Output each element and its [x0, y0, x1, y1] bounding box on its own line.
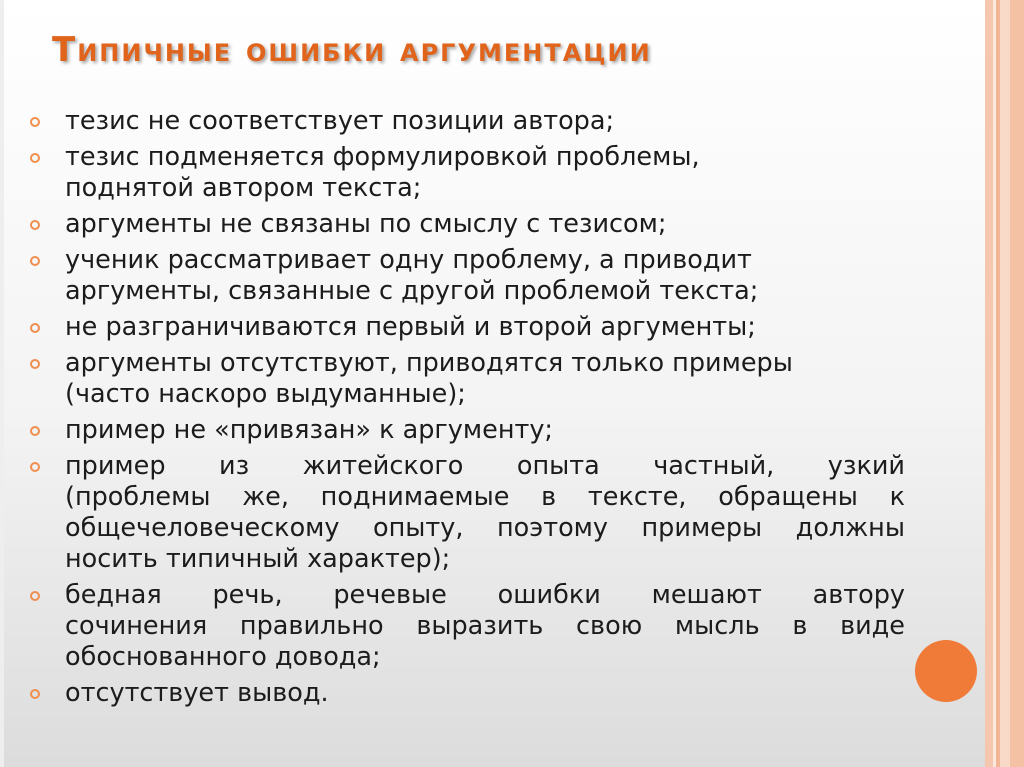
list-item-text: общечеловеческому опыту, поэтому примеры должны: [65, 513, 905, 543]
list-item-text: тезис не соответствует позиции автора;: [65, 106, 615, 136]
bullet-circle-icon: [30, 591, 40, 601]
slide-title: Типичные ошибки аргументации: [52, 30, 652, 70]
list-item: [30, 451, 905, 575]
list-item-text: (часто наскоро выдуманные);: [65, 379, 466, 409]
decorative-stripe: [1000, 0, 1010, 767]
bullet-circle-icon: [30, 426, 40, 436]
list-item: [30, 312, 905, 343]
list-item-text: обоснованного довода;: [65, 642, 381, 672]
decorative-stripe: [1010, 0, 1024, 767]
bullet-circle-icon: [30, 256, 40, 266]
list-item-text: бедная речь, речевые ошибки мешают автору: [65, 580, 905, 610]
list-item-text: (проблемы же, поднимаемые в тексте, обращены к: [65, 482, 905, 512]
list-item-text: отсутствует вывод.: [65, 678, 329, 708]
bullet-circle-icon: [30, 462, 40, 472]
list-item: [30, 245, 905, 307]
decorative-circle-icon: [915, 640, 977, 702]
bullet-circle-icon: [30, 359, 40, 369]
list-item-text: не разграничиваются первый и второй аргументы;: [65, 312, 756, 342]
bullet-circle-icon: [30, 220, 40, 230]
list-item-text: пример из житейского опыта частный, узкий: [65, 451, 905, 481]
list-item-text: аргументы отсутствуют, приводятся только примеры: [65, 348, 793, 378]
list-item-text: тезис подменяется формулировкой проблемы,: [65, 142, 700, 172]
list-item: [30, 580, 905, 673]
bullet-circle-icon: [30, 689, 40, 699]
list-item: [30, 415, 905, 446]
list-item-text: носить типичный характер);: [65, 544, 451, 574]
list-item-text: аргументы не связаны по смыслу с тезисом;: [65, 209, 667, 239]
list-item: [30, 348, 905, 410]
bullet-circle-icon: [30, 153, 40, 163]
bullet-list: [30, 106, 905, 714]
list-item-text: сочинения правильно выразить свою мысль в виде: [65, 611, 905, 641]
list-item: [30, 142, 905, 204]
list-item-text: поднятой автором текста;: [65, 173, 422, 203]
list-item-text: аргументы, связанные с другой проблемой текста;: [65, 276, 759, 306]
slide-left-edge: [0, 0, 4, 767]
list-item: [30, 209, 905, 240]
decorative-stripe: [985, 0, 993, 767]
bullet-circle-icon: [30, 117, 40, 127]
list-item: [30, 106, 905, 137]
list-item: [30, 678, 905, 709]
list-item-text: пример не «привязан» к аргументу;: [65, 415, 554, 445]
list-item-text: ученик рассматривает одну проблему, а приводит: [65, 245, 752, 275]
bullet-circle-icon: [30, 323, 40, 333]
